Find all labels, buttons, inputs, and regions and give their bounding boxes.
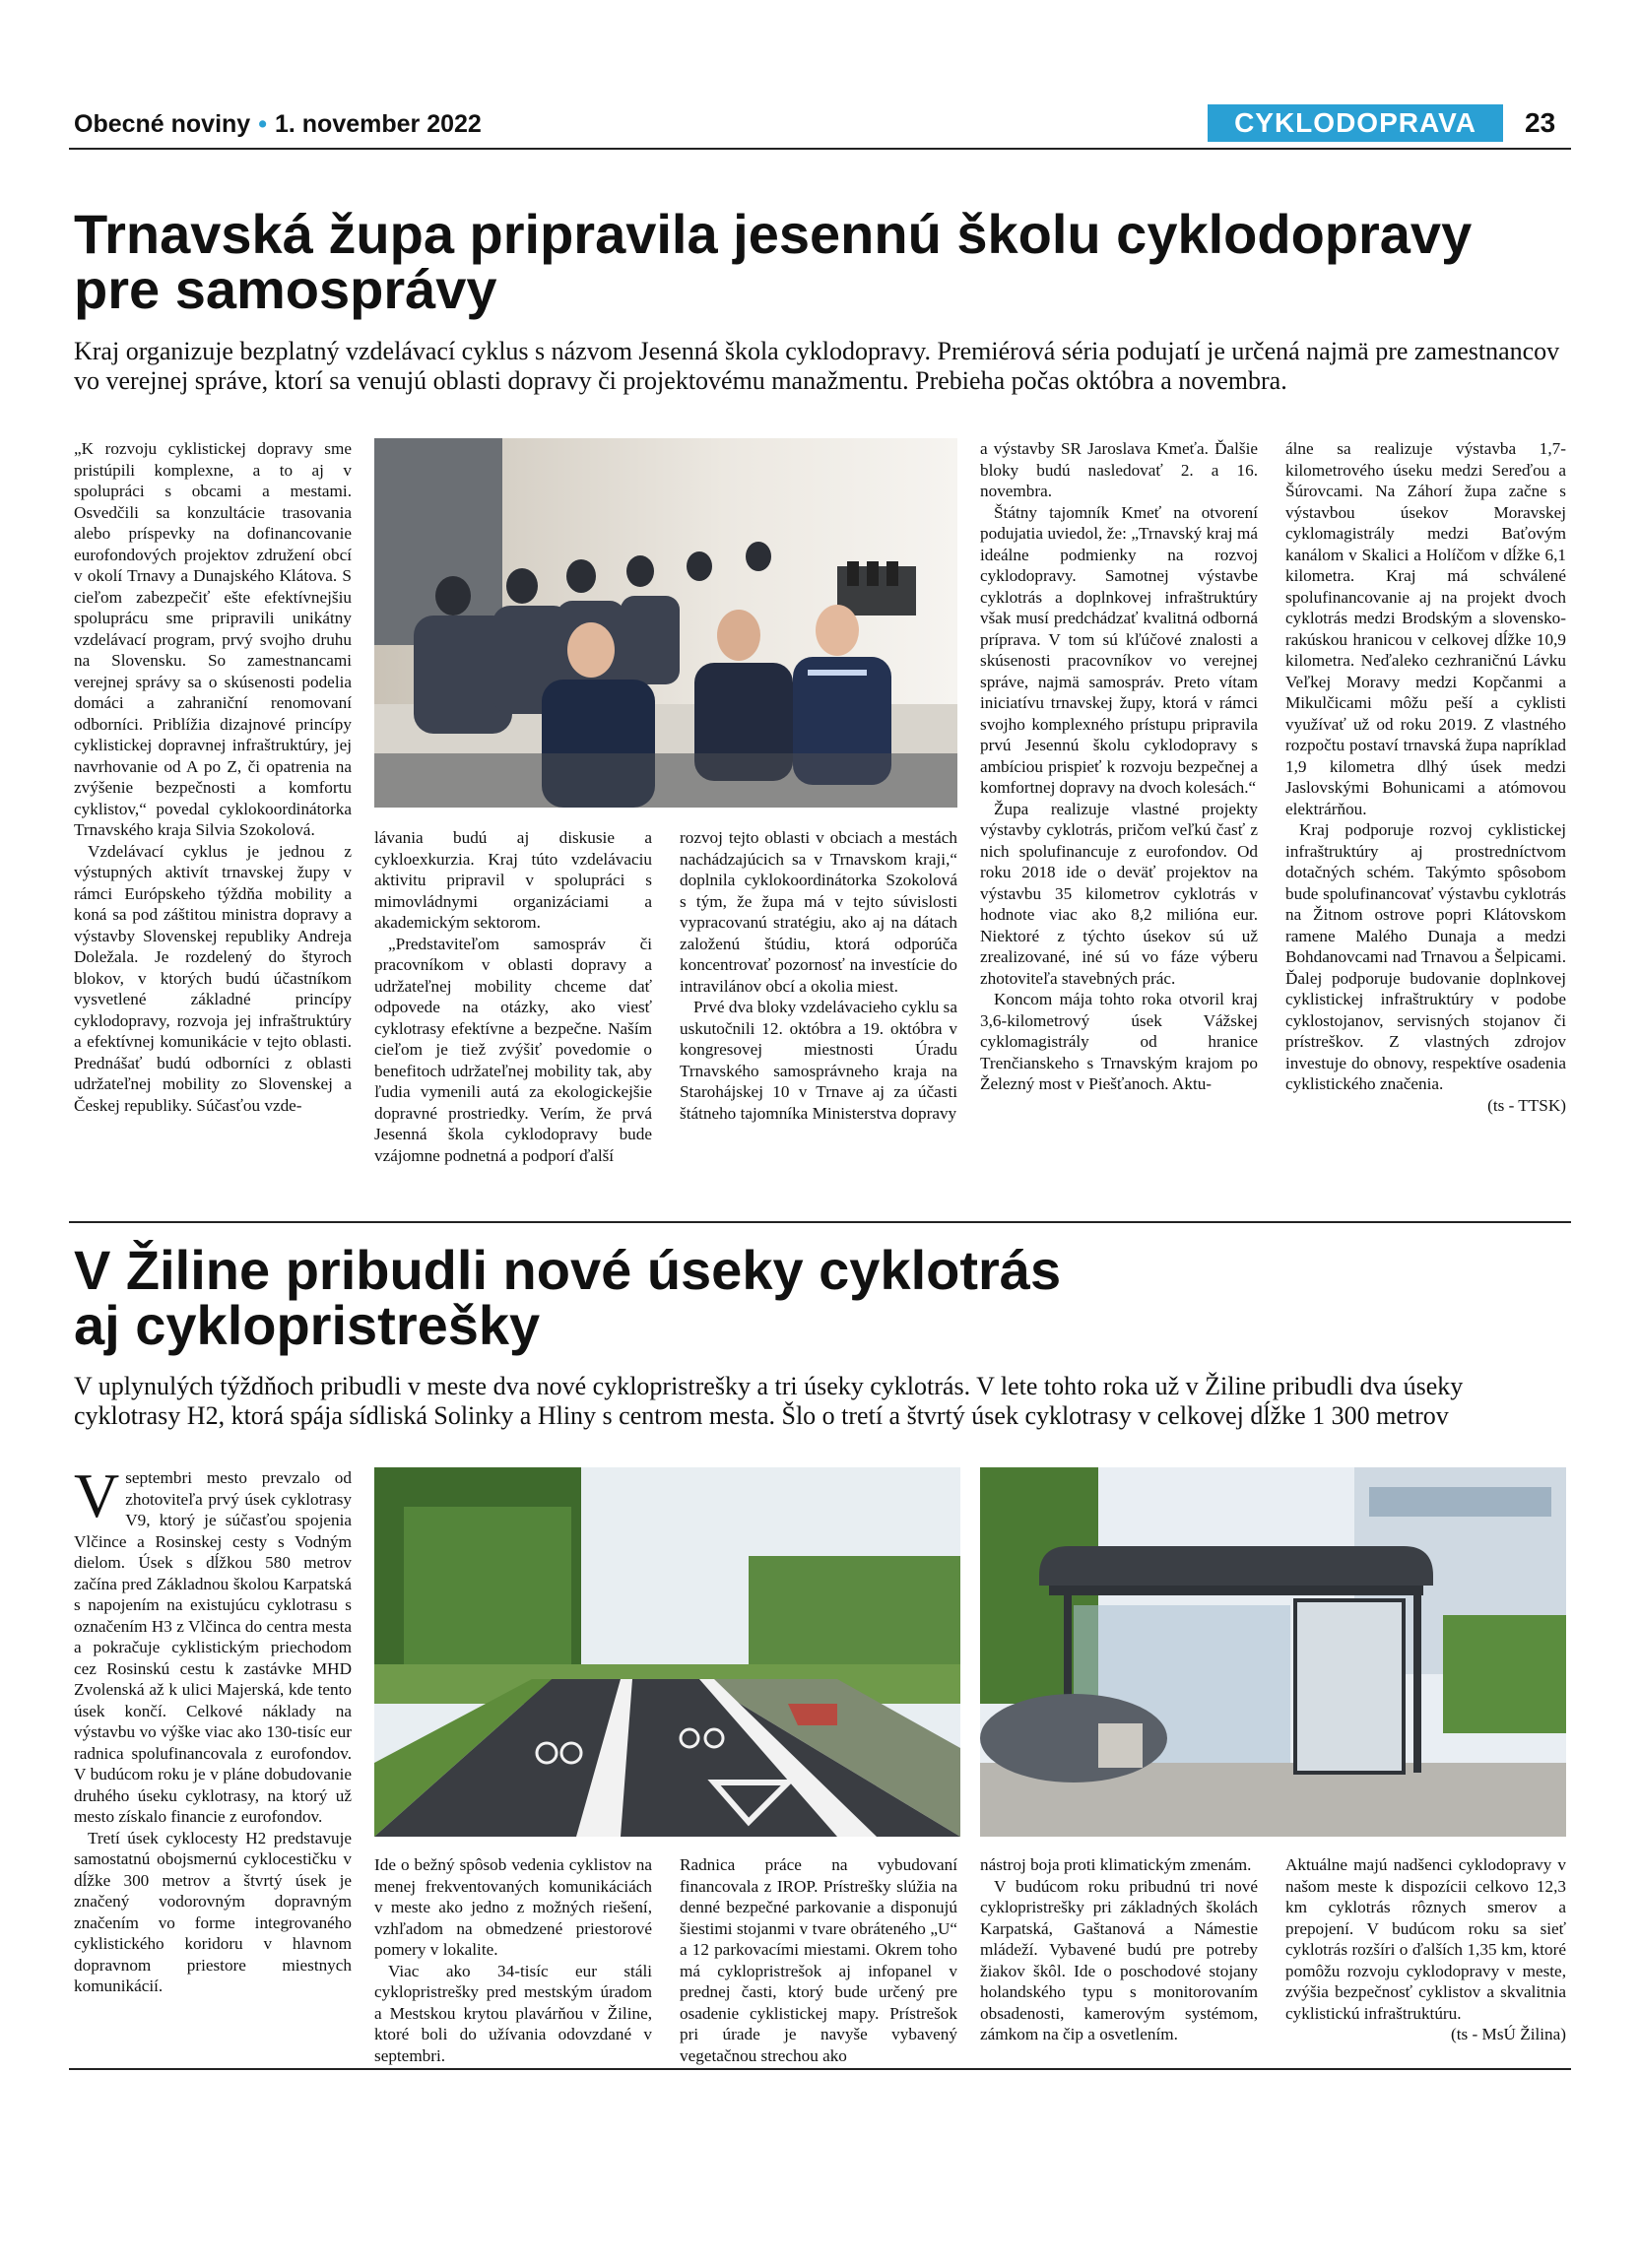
- seminar-photo: [374, 438, 957, 808]
- separator-dot: •: [258, 110, 267, 138]
- article2-column-1: [74, 1460, 352, 1997]
- publication-name: Obecné noviny: [74, 110, 251, 138]
- paragraph: nástroj boja proti klimatickým zmenám.: [980, 1855, 1252, 1874]
- paragraph-text: septembri mesto prevzalo od zhotoviteľa prvý úsek cyklotrasy V9, ktorý je súčasťou spojenia Vlčince a Rosinskej cesty s Vodným dielom. Úsek s dĺžkou 580 metrov začína pred Základnou školou Karpatská s napojením na existujúcu cyklotrasu s označením H3 z Vlčinca do centra mesta a pokračuje cyklistickým priechodom cez Rosinskú cestu k zastávke MHD Zvolenská až k ulici Majerská, kde tento úsek končí. Celkové náklady na výstavbu vo výške viac ako 130-tisíc eur radnica spolufinancovala z eurofondov. V budúcom roku je v pláne dobudovanie druhého úseku cyklotrasy, na ktorý už mesto získalo financie z eurofondov.: [74, 1468, 352, 1826]
- article-divider: [69, 1221, 1571, 1223]
- article1-title-line1: Trnavská župa pripravila jesennú školu cyklodopravy: [74, 203, 1473, 265]
- paragraph: Aktuálne majú nadšenci cyklodopravy v našom meste k dispozícii celkovo 12,3 km cyklotrás rôznych smerov a prepojení. V budúcom roku sa sieť cyklotrás rozšíri o ďalších 1,35 km, ktoré pomôžu rozvoju cyklodopravy v meste, zvýšia bezpečnosť cyklistov a skvalitnia cyklistickú infraštruktúru.: [1285, 1855, 1566, 2023]
- article2-column-5: [1285, 1854, 1566, 2045]
- paragraph: Viac ako 34-tisíc eur stáli cyklopristrešky pred mestským úradom a Mestskou krytou plavárňou v Žiline, ktoré boli do užívania odovzdané v septembri.: [374, 1961, 652, 2065]
- article1-column-3: [680, 827, 957, 1124]
- article2-lead: V uplynulých týždňoch pribudli v meste dva nové cyklopristrešky a tri úseky cyklotrás. V lete tohto roka už v Žiline pribudli dva úseky cyklotrasy H2, ktorá spája sídliská Solinky a Hliny s centrom mesta. Šlo o tretí a štvrtý úsek cyklotrasy v celkovej dĺžke 1 300 metrov: [74, 1372, 1464, 1430]
- paragraph: Tretí úsek cyklocesty H2 predstavuje samostatnú obojsmernú cyklocestičku v dĺžke 300 metrov a štvrtý úsek je značený vodorovným dopravným značením vo forme integrovaného cyklistického koridoru v hlavnom dopravnom priestore miestnych komunikácií.: [74, 1828, 352, 1995]
- page-number: 23: [1525, 107, 1556, 138]
- header-rule: [69, 148, 1571, 150]
- article1-column-4: [980, 438, 1258, 1095]
- article1-lead: Kraj organizuje bezplatný vzdelávací cyklus s názvom Jesenná škola cyklodopravy. Premiérová séria podujatí je určená najmä pre zamestnancov vo verejnej správe, ktorí sa venujú oblasti dopravy či projektovému manažmentu. Prebieha počas októbra a novembra.: [74, 337, 1560, 395]
- article2-column-3: [680, 1854, 957, 2066]
- issue-date: 1. november 2022: [274, 110, 482, 138]
- paragraph: Župa realizuje vlastné projekty výstavby cyklotrás, pričom veľkú časť z nich spolufinancuje z eurofondov. Od roku 2018 ide o deväť projektov na výstavbu 35 kilometrov cyklotrás v hodnote viac ako 8,2 milióna eur. Niektoré z týchto úsekov sú už zrealizované, iné sú vo fáze výberu zhotoviteľa stavebných prác.: [980, 799, 1258, 988]
- article2-title-line2: aj cyklopristrešky: [74, 1294, 541, 1356]
- paragraph: „Predstaviteľom samospráv či pracovníkom v oblasti dopravy a udržateľnej mobility chceme dať odpovede na otázky, ako viesť cyklotrasy efektívne a bezpečne. Naším cieľom je tiež zvýšiť povedomie o benefitoch udržateľnej mobility tak, aby ľudia vymenili autá za ekologickejšie dopravné prostriedky. Verím, že prvá Jesenná škola cyklodopravy bude vzájomne podnetná a podporí ďalší: [374, 934, 652, 1165]
- paragraph: [74, 1460, 352, 1828]
- bike-shelter-photo: [980, 1467, 1566, 1837]
- drop-cap: V: [74, 1460, 120, 1530]
- masthead: [74, 110, 482, 139]
- section-tag: CYKLODOPRAVA: [1208, 104, 1503, 142]
- paragraph: Vzdelávací cyklus je jednou z výstupných aktivít trnavskej župy v rámci Európskeho týždňa mobility a koná sa pod záštitou ministra dopravy a výstavby Slovenskej republiky Andreja Doležala. Je rozdelený do štyroch blokov, v ktorých budú účastníkom vysvetlené základné princípy cyklodopravy, rozvoja jej infraštruktúry a efektívnej komunikácie v tejto oblasti. Prednášať budú odborníci z oblasti udržateľnej mobility zo Slovenskej a Českej republiky. Súčasťou vzde-: [74, 841, 352, 1115]
- paragraph: Radnica práce na vybudovaní financovala z IROP. Prístrešky slúžia na denné bezpečné parkovanie a disponujú šiestimi stojanmi v tvare obráteného „U“ a 12 parkovacími miestami. Okrem toho má cyklopristrešok aj infopanel v prednej časti, ktorý bude určený pre osadenie cyklistickej mapy. Prístrešok pri úrade je navyše vybavený vegetačnou strechou ako: [680, 1855, 957, 2065]
- paragraph: a výstavby SR Jaroslava Kmeťa. Ďalšie bloky budú nasledovať 2. a 16. novembra.: [980, 439, 1258, 500]
- paragraph: Koncom mája tohto roka otvoril kraj 3,6-kilometrový úsek Vážskej cyklomagistrály od hranice Trenčianskeho s Trnavským krajom po Železný most v Piešťanoch. Aktu-: [980, 990, 1258, 1093]
- article1-column-2: [374, 827, 652, 1166]
- article2-column-4: [980, 1854, 1258, 2045]
- paragraph: Ide o bežný spôsob vedenia cyklistov na menej frekventovaných komunikáciách v meste ako jedno z možných riešení, vzhľadom na obmedzené priestorové pomery v lokalite.: [374, 1855, 652, 1959]
- article1-headline: [74, 203, 1571, 320]
- article2-column-2: [374, 1854, 652, 2066]
- article1-title-line2: pre samosprávy: [74, 258, 497, 320]
- paragraph: V budúcom roku pribudnú tri nové cyklopristrešky pri základných školách Karpatská, Gaštanová a Námestie mládeží. Vybavené budú pre potreby žiakov škôl. Ide o poschodové stojany holandského typu s monitorovaním obsadenosti, kamerovým systémom, zámkom na čip a osvetlením.: [980, 1876, 1258, 2043]
- paragraph: rozvoj tejto oblasti v obciach a mestách nachádzajúcich sa v Trnavskom kraji,“ doplnila cyklokoordinátorka Szokolová s tým, že župa má v tejto súvislosti vypracovanú stratégiu, ako aj na dátach založenú štúdiu, ktorá odporúča koncentrovať pozornosť na investície do intravilánov obcí a okolia miest.: [680, 828, 957, 996]
- paragraph: lávania budú aj diskusie a cykloexkurzia. Kraj túto vzdelávaciu aktivitu pripravil v spolupráci s mimovládnymi organizáciami a akademickým sektorom.: [374, 828, 652, 932]
- article2-title-line1: V Žiline pribudli nové úseky cyklotrás: [74, 1239, 1062, 1301]
- article2-headline: [74, 1239, 1571, 1356]
- paragraph: Štátny tajomník Kmeť na otvorení podujatia uviedol, že: „Trnavský kraj má ideálne podmienky na rozvoj cyklodopravy. Samotnej výstavbe cyklotrás a doplnkovej infraštruktúry však musí predchádzať kvalitná odborná príprava. V tom sú kľúčové znalosti a skúsenosti pracovníkov vo verejnej správe, najmä samospráv. Preto vítam iniciatívu trnavskej župy, ktorá v rámci svojho komplexného prístupu pripravila prvú Jesennú školu cyklodopravy s ambíciou prispieť k rozvoju bezpečnej a komfortnej dopravy na dvoch kolesách.“: [980, 502, 1258, 797]
- paragraph: Kraj podporuje rozvoj cyklistickej infraštruktúry aj prostredníctvom dotačných schém. Takýmto spôsobom bude spolufinancovať výstavbu cyklotrás na Žitnom ostrove popri Klátovskom ramene Malého Dunaja a medzi Bohdanovcami nad Trnavou a Šelpicami. Ďalej podporuje budovanie doplnkovej cyklistickej infraštruktúry v podobe cyklostojanov, servisných stojanov či prístreškov. Z vlastných zdrojov investuje do obnovy, respektíve osadenia cyklistického značenia.: [1285, 820, 1566, 1093]
- article1-column-5: [1285, 438, 1566, 1116]
- paragraph: álne sa realizuje výstavba 1,7-kilometrového úseku medzi Sereďou a Šúrovcami. Na Záhorí župa začne s výstavbou úsekov Moravskej cyklomagistrály medzi Baťovým kanálom v Skalici a Holíčom v dĺžke 6,1 kilometra. Kraj má schválené spolufinancovanie aj na projekt dvoch cyklotrás medzi Brodským a slovensko-rakúskou hranicou v celkovej dĺžke 10,9 kilometra. Neďaleko cezhraničnú Lávku Veľkej Moravy medzi Kopčanmi a Mikulčicami môžu peší a cyklisti využívať už od roku 2019. Z vlastného rozpočtu postaví trnavská župa napríklad 1,9 kilometra dlhý úsek medzi Jaslovskými Bohunicami a atómovou elektrárňou.: [1285, 439, 1566, 818]
- article2-credit: (ts - MsÚ Žilina): [1451, 2025, 1566, 2043]
- paragraph: Prvé dva bloky vzdelávacieho cyklu sa uskutočnili 12. októbra a 19. októbra v kongresovej miestnosti Úradu Trnavského samosprávneho kraja na Starohájskej 10 v Trnave aj za účasti štátneho tajomníka Ministerstva dopravy: [680, 998, 957, 1123]
- bike-path-photo: [374, 1467, 960, 1837]
- paragraph: „K rozvoju cyklistickej dopravy sme pristúpili komplexne, a to aj v spolupráci s obcami a mestami. Osvedčili sa konzultácie trasovania alebo príspevky na dofinancovanie eurofondových projektov združení obcí v okolí Trnavy a Dunajského Klátova. S cieľom zabezpečiť ešte efektívnejšiu spoluprácu sme pripravili unikátny vzdelávací program, prvý svojho druhu na Slovensku. So zamestnancami verejnej správy sa o skúsenosti podelia domáci a zahraniční renomovaní odborníci. Priblížia dizajnové princípy cyklistickej dopravnej infraštruktúry, jej navrhovanie od A po Z, či opatrenia na zvýšenie bezpečnosti a komfortu cyklistov,“ povedal cyklokoordinátorka Trnavského kraja Silvia Szokolová.: [74, 439, 352, 839]
- footer-rule: [69, 2068, 1571, 2070]
- article1-column-1: [74, 438, 352, 1116]
- article1-credit: (ts - TTSK): [1487, 1095, 1566, 1115]
